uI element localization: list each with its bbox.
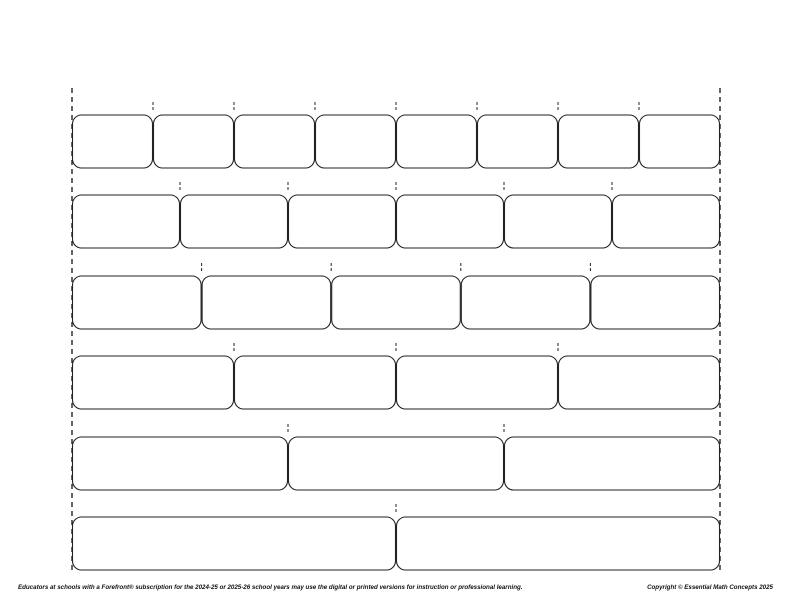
- fraction-piece: [397, 195, 504, 248]
- fraction-piece: [461, 276, 590, 329]
- fraction-piece: [289, 195, 396, 248]
- fraction-piece: [559, 356, 720, 409]
- fraction-piece: [289, 437, 504, 490]
- fraction-piece: [397, 115, 477, 168]
- fraction-piece: [640, 115, 720, 168]
- fifths-row: [73, 263, 720, 329]
- halves-row: [73, 504, 720, 570]
- fraction-piece: [505, 195, 612, 248]
- fraction-piece: [478, 115, 558, 168]
- fraction-piece: [591, 276, 720, 329]
- fraction-piece: [235, 115, 315, 168]
- fraction-piece: [73, 356, 234, 409]
- thirds-row: [73, 424, 720, 490]
- eighths-row: [73, 102, 720, 168]
- fraction-piece: [73, 276, 202, 329]
- fraction-piece: [181, 195, 288, 248]
- fraction-piece: [316, 115, 396, 168]
- fraction-piece: [73, 115, 153, 168]
- fraction-piece: [332, 276, 461, 329]
- fraction-piece: [73, 437, 288, 490]
- fraction-piece: [73, 195, 180, 248]
- fraction-piece: [235, 356, 396, 409]
- license-notice: Educators at schools with a Forefront® subscription for the 2024-25 or 2025-26 school years may use the digital or printed versions for instruction or professional learning.: [18, 584, 523, 591]
- fraction-piece: [613, 195, 720, 248]
- fraction-piece: [202, 276, 331, 329]
- fraction-piece: [397, 356, 558, 409]
- fraction-piece: [73, 517, 396, 570]
- sixths-row: [73, 182, 720, 248]
- fraction-piece: [559, 115, 639, 168]
- fraction-piece: [397, 517, 720, 570]
- fraction-piece: [154, 115, 234, 168]
- fourths-row: [73, 343, 720, 409]
- copyright-notice: Copyright © Essential Math Concepts 2025: [647, 584, 773, 591]
- fraction-piece: [505, 437, 720, 490]
